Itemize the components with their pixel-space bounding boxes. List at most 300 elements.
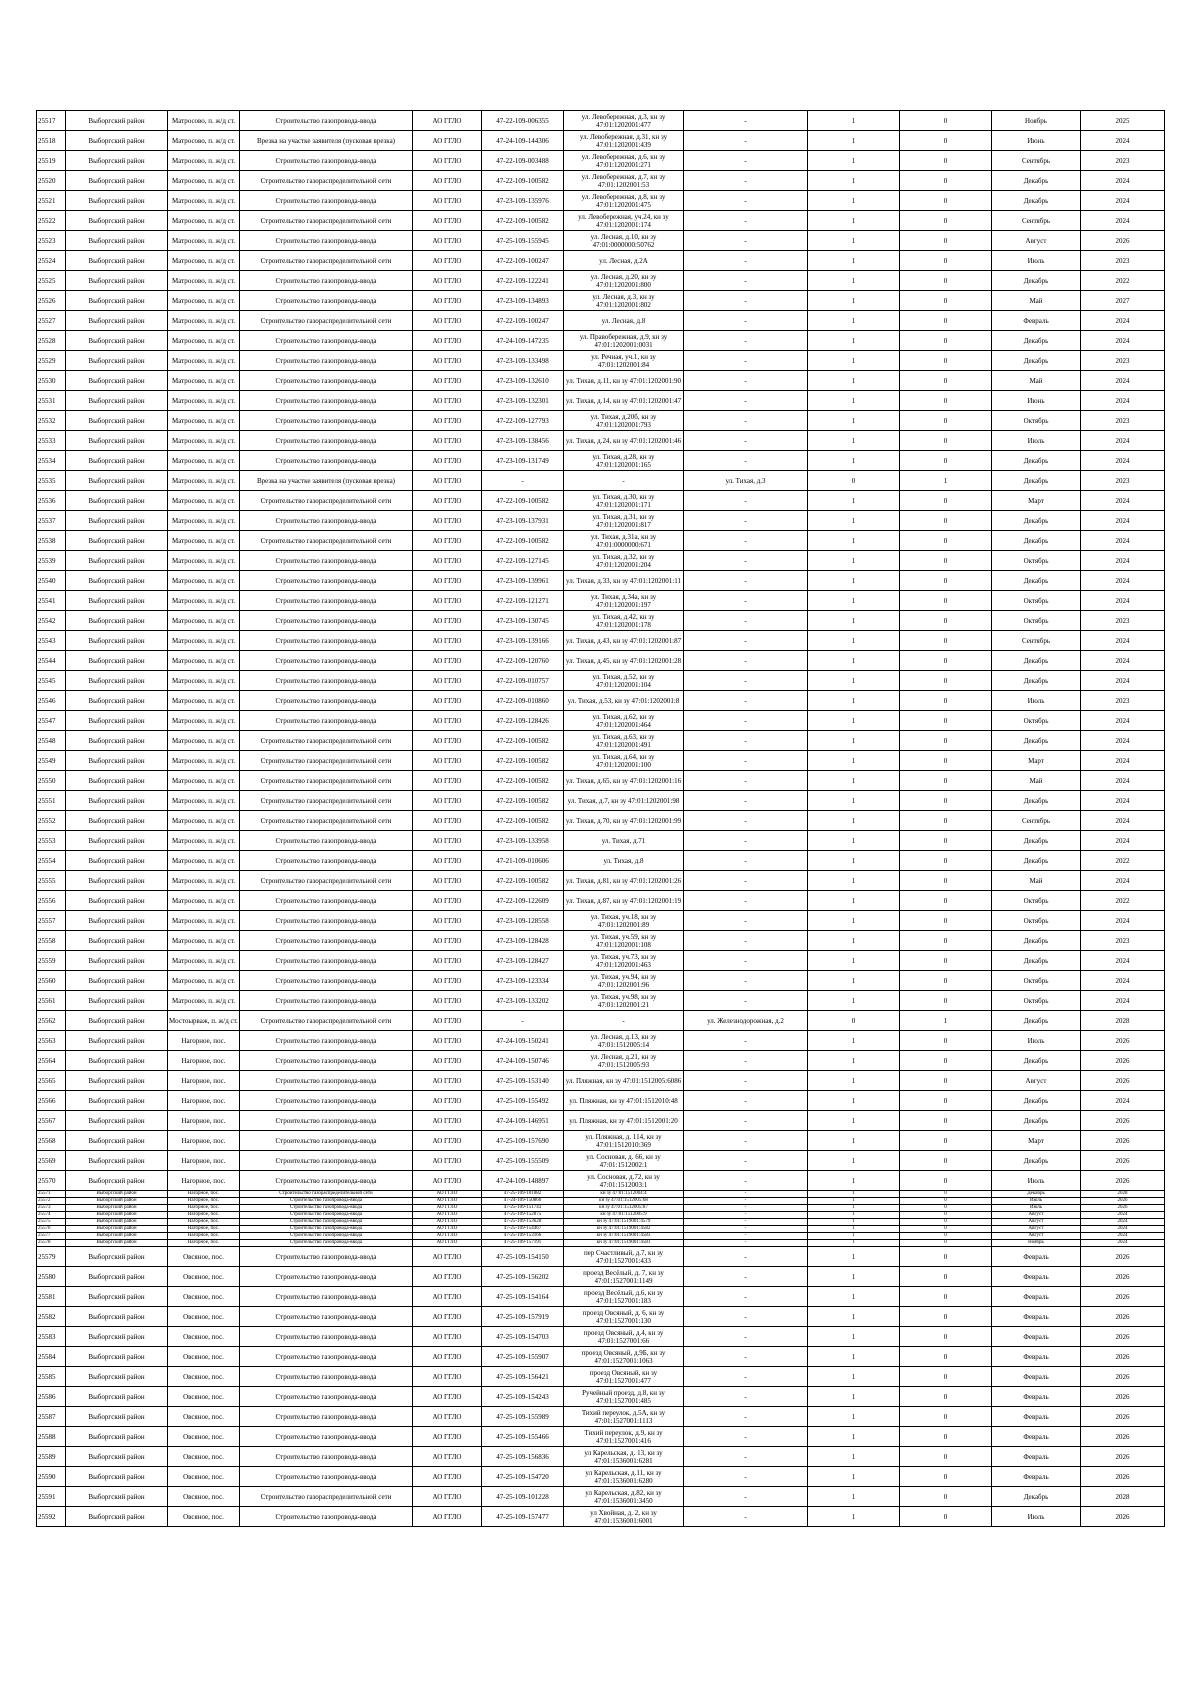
cell-count-b: 0 — [900, 911, 992, 931]
cell-address-cadastral: кн зу 47:01:1512005:68 — [564, 1198, 684, 1205]
cell-address-alt: - — [684, 1267, 808, 1287]
cell-organization: АО ГГЛО — [413, 1212, 482, 1219]
table-row — [37, 351, 1165, 371]
cell-count-b: 0 — [900, 1247, 992, 1267]
cell-settlement: Матросово, п. ж/д ст. — [168, 271, 240, 291]
cell-month: Февраль — [992, 1287, 1081, 1307]
cell-address-cadastral: ул. Тихая, д.87, кн зу 47:01:1202001:19 — [564, 891, 684, 911]
cell-district: Выборгский район — [66, 151, 168, 171]
cell-count-b: 0 — [900, 851, 992, 871]
cell-application-number: 47-24-109-150746 — [482, 1051, 564, 1071]
cell-year: 2027 — [1081, 291, 1165, 311]
cell-work-type: Строительство газопровода-ввода — [240, 1387, 413, 1407]
cell-count-b: 0 — [900, 1198, 992, 1205]
cell-application-number: - — [482, 1011, 564, 1031]
cell-settlement: Матросово, п. ж/д ст. — [168, 291, 240, 311]
cell-application-number: 47-23-109-137931 — [482, 511, 564, 531]
table-row — [37, 1111, 1165, 1131]
cell-work-type: Строительство газопровода-ввода — [240, 1247, 413, 1267]
cell-month: Октябрь — [992, 971, 1081, 991]
cell-organization: АО ГГЛО — [413, 571, 482, 591]
cell-address-cadastral: ул. Лесная, д.13, кн зу 47:01:1512005:14 — [564, 1031, 684, 1051]
cell-month: Июль — [992, 1507, 1081, 1527]
cell-application-number: 47-23-109-133202 — [482, 991, 564, 1011]
cell-row-number: 25519 — [37, 151, 66, 171]
cell-row-number: 25572 — [37, 1198, 66, 1205]
cell-count-b: 0 — [900, 131, 992, 151]
cell-year: 2023 — [1081, 151, 1165, 171]
cell-address-alt: - — [684, 231, 808, 251]
cell-organization: АО ГГЛО — [413, 1131, 482, 1151]
table-row — [37, 191, 1165, 211]
cell-organization: АО ГГЛО — [413, 511, 482, 531]
cell-district: Выборгский район — [66, 811, 168, 831]
cell-count-a: 1 — [808, 1347, 900, 1367]
cell-row-number: 25530 — [37, 371, 66, 391]
cell-address-cadastral: кн зу 47:01:1519001:4581 — [564, 1240, 684, 1247]
cell-application-number: 47-22-109-128426 — [482, 711, 564, 731]
cell-work-type: Строительство газопровода-ввода — [240, 1287, 413, 1307]
cell-row-number: 25527 — [37, 311, 66, 331]
cell-month: Июль — [992, 431, 1081, 451]
cell-count-b: 0 — [900, 1327, 992, 1347]
cell-row-number: 25541 — [37, 591, 66, 611]
cell-work-type: Строительство газопровода-ввода — [240, 971, 413, 991]
cell-application-number: 47-23-109-130745 — [482, 611, 564, 631]
table-row — [37, 1219, 1165, 1226]
cell-application-number: 47-25-109-156421 — [482, 1367, 564, 1387]
cell-organization: АО ГГЛО — [413, 691, 482, 711]
cell-address-alt: - — [684, 731, 808, 751]
cell-row-number: 25526 — [37, 291, 66, 311]
cell-year: 2026 — [1081, 231, 1165, 251]
cell-address-alt: - — [684, 911, 808, 931]
cell-row-number: 25548 — [37, 731, 66, 751]
cell-row-number: 25518 — [37, 131, 66, 151]
cell-organization: АО ГГЛО — [413, 1487, 482, 1507]
cell-district: Выборгский район — [66, 531, 168, 551]
cell-address-cadastral: Ручейный проезд, д.8, кн зу 47:01:1527001:485 — [564, 1387, 684, 1407]
cell-work-type: Строительство газопровода-ввода — [240, 571, 413, 591]
cell-district: Выборгский район — [66, 1031, 168, 1051]
cell-application-number: 47-25-109-155509 — [482, 1151, 564, 1171]
cell-row-number: 25543 — [37, 631, 66, 651]
cell-organization: АО ГГЛО — [413, 591, 482, 611]
cell-work-type: Строительство газопровода-ввода — [240, 1212, 413, 1219]
cell-address-alt: - — [684, 1151, 808, 1171]
cell-month: Декабрь — [992, 511, 1081, 531]
cell-count-a: 1 — [808, 111, 900, 131]
cell-address-alt: - — [684, 1467, 808, 1487]
cell-row-number: 25549 — [37, 751, 66, 771]
cell-month: Декабрь — [992, 951, 1081, 971]
cell-year: 2024 — [1081, 831, 1165, 851]
cell-application-number: 47-25-109-155989 — [482, 1407, 564, 1427]
cell-address-alt: - — [684, 291, 808, 311]
cell-address-cadastral: ул. Левобережная, д.6, кн зу 47:01:1202001:271 — [564, 151, 684, 171]
cell-work-type: Врезка на участке заявителя (пусковая врезка) — [240, 471, 413, 491]
cell-address-alt: - — [684, 951, 808, 971]
table-row — [37, 691, 1165, 711]
cell-work-type: Строительство газопровода-ввода — [240, 1507, 413, 1527]
cell-address-alt: - — [684, 871, 808, 891]
cell-address-cadastral: - — [564, 471, 684, 491]
cell-settlement: Овсяное, пос. — [168, 1327, 240, 1347]
cell-count-b: 0 — [900, 951, 992, 971]
cell-application-number: 47-23-109-139166 — [482, 631, 564, 651]
cell-work-type: Строительство газопровода-ввода — [240, 351, 413, 371]
cell-district: Выборгский район — [66, 1212, 168, 1219]
table-row — [37, 1307, 1165, 1327]
cell-month: Февраль — [992, 1327, 1081, 1347]
cell-application-number: 47-22-109-100582 — [482, 211, 564, 231]
cell-work-type: Строительство газопровода-ввода — [240, 1240, 413, 1247]
cell-address-cadastral: кн зу 47:01:1519001:4583 — [564, 1233, 684, 1240]
cell-address-cadastral: проезд Овсяный, д.4, кн зу 47:01:1527001:66 — [564, 1327, 684, 1347]
cell-address-cadastral: ул. Тихая, д.31, кн зу 47:01:1202001:817 — [564, 511, 684, 531]
table-row — [37, 571, 1165, 591]
cell-organization: АО ГГЛО — [413, 211, 482, 231]
cell-row-number: 25540 — [37, 571, 66, 591]
cell-work-type: Строительство газораспределительной сети — [240, 751, 413, 771]
cell-address-cadastral: проезд Овсяный, д. 6, кн зу 47:01:1527001:130 — [564, 1307, 684, 1327]
cell-settlement: Матросово, п. ж/д ст. — [168, 691, 240, 711]
cell-year: 2026 — [1081, 1507, 1165, 1527]
cell-district: Выборгский район — [66, 1111, 168, 1131]
cell-count-b: 1 — [900, 471, 992, 491]
cell-row-number: 25550 — [37, 771, 66, 791]
cell-address-cadastral: ул. Правобережная, д.9, кн зу 47:01:1202001:0031 — [564, 331, 684, 351]
cell-district: Выборгский район — [66, 1467, 168, 1487]
cell-district: Выборгский район — [66, 551, 168, 571]
cell-month: Март — [992, 491, 1081, 511]
cell-settlement: Нагорное, пос. — [168, 1051, 240, 1071]
cell-address-cadastral: ул. Лесная, д.20, кн зу 47:01:1202001:800 — [564, 271, 684, 291]
cell-address-cadastral: ул. Тихая, уч.94, кн зу 47:01:1202001:96 — [564, 971, 684, 991]
cell-row-number: 25547 — [37, 711, 66, 731]
cell-address-cadastral: проезд Овсяный, кн зу 47:01:1527001:477 — [564, 1367, 684, 1387]
cell-year: 2026 — [1081, 1151, 1165, 1171]
cell-application-number: 47-23-109-123334 — [482, 971, 564, 991]
cell-count-b: 0 — [900, 1233, 992, 1240]
cell-address-cadastral: ул. Тихая, д.63, кн зу 47:01:1202001:491 — [564, 731, 684, 751]
cell-work-type: Строительство газопровода-ввода — [240, 851, 413, 871]
table-row — [37, 1151, 1165, 1171]
cell-year: 2026 — [1081, 1031, 1165, 1051]
cell-count-b: 0 — [900, 291, 992, 311]
cell-year: 2024 — [1081, 751, 1165, 771]
cell-row-number: 25578 — [37, 1240, 66, 1247]
cell-address-cadastral: ул. Тихая, д.71 — [564, 831, 684, 851]
cell-row-number: 25571 — [37, 1191, 66, 1198]
cell-year: 2024 — [1081, 971, 1165, 991]
cell-district: Выборгский район — [66, 1205, 168, 1212]
cell-work-type: Строительство газораспределительной сети — [240, 791, 413, 811]
table-row — [37, 391, 1165, 411]
cell-count-b: 0 — [900, 1367, 992, 1387]
cell-organization: АО ГГЛО — [413, 771, 482, 791]
cell-month: Сентябрь — [992, 811, 1081, 831]
cell-work-type: Строительство газопровода-ввода — [240, 1367, 413, 1387]
cell-count-a: 1 — [808, 891, 900, 911]
cell-settlement: Нагорное, пос. — [168, 1171, 240, 1191]
cell-organization: АО ГГЛО — [413, 971, 482, 991]
cell-organization: АО ГГЛО — [413, 1011, 482, 1031]
cell-application-number: 47-22-109-010757 — [482, 671, 564, 691]
cell-organization: АО ГГЛО — [413, 131, 482, 151]
cell-address-alt: - — [684, 411, 808, 431]
cell-organization: АО ГГЛО — [413, 1051, 482, 1071]
cell-address-alt: - — [684, 1051, 808, 1071]
cell-address-cadastral: ул. Тихая, д.33, кн зу 47:01:1202001:11 — [564, 571, 684, 591]
table-row — [37, 1011, 1165, 1031]
cell-count-a: 1 — [808, 531, 900, 551]
table-row — [37, 1226, 1165, 1233]
cell-application-number: 47-22-109-006355 — [482, 111, 564, 131]
cell-row-number: 25585 — [37, 1367, 66, 1387]
cell-row-number: 25559 — [37, 951, 66, 971]
cell-application-number: 47-22-109-100247 — [482, 251, 564, 271]
cell-application-number: 47-23-109-132301 — [482, 391, 564, 411]
cell-address-alt: - — [684, 151, 808, 171]
cell-address-alt: - — [684, 931, 808, 951]
cell-year: 2028 — [1081, 1011, 1165, 1031]
cell-month: Октябрь — [992, 591, 1081, 611]
cell-count-a: 1 — [808, 1427, 900, 1447]
cell-month: Февраль — [992, 1447, 1081, 1467]
cell-address-cadastral: ул. Пляжная, д. 114, кн зу 47:01:1512010:369 — [564, 1131, 684, 1151]
cell-address-cadastral: ул. Левобережная, д.31, кн зу 47:01:1202001:439 — [564, 131, 684, 151]
cell-address-alt: - — [684, 691, 808, 711]
cell-settlement: Матросово, п. ж/д ст. — [168, 411, 240, 431]
cell-settlement: Овсяное, пос. — [168, 1367, 240, 1387]
cell-organization: АО ГГЛО — [413, 631, 482, 651]
cell-settlement: Нагорное, пос. — [168, 1111, 240, 1131]
cell-organization: АО ГГЛО — [413, 1407, 482, 1427]
cell-work-type: Строительство газопровода-ввода — [240, 611, 413, 631]
table-row — [37, 1131, 1165, 1151]
cell-district: Выборгский район — [66, 311, 168, 331]
cell-address-cadastral: ул. Тихая, д.34а, кн зу 47:01:1202001:197 — [564, 591, 684, 611]
cell-district: Выборгский район — [66, 1447, 168, 1467]
cell-count-a: 1 — [808, 311, 900, 331]
cell-organization: АО ГГЛО — [413, 671, 482, 691]
cell-work-type: Строительство газораспределительной сети — [240, 531, 413, 551]
table-row — [37, 1487, 1165, 1507]
table-row — [37, 231, 1165, 251]
cell-settlement: Матросово, п. ж/д ст. — [168, 971, 240, 991]
cell-address-cadastral: ул. Речная, уч.1, кн зу 47:01:1202001:84 — [564, 351, 684, 371]
cell-work-type: Строительство газопровода-ввода — [240, 451, 413, 471]
cell-count-b: 0 — [900, 1226, 992, 1233]
cell-work-type: Строительство газораспределительной сети — [240, 171, 413, 191]
cell-year: 2026 — [1081, 1205, 1165, 1212]
table-row — [37, 911, 1165, 931]
cell-application-number: 47-22-109-127793 — [482, 411, 564, 431]
cell-work-type: Строительство газораспределительной сети — [240, 871, 413, 891]
cell-count-a: 1 — [808, 1447, 900, 1467]
cell-settlement: Овсяное, пос. — [168, 1487, 240, 1507]
cell-month: Июль — [992, 1031, 1081, 1051]
cell-row-number: 25560 — [37, 971, 66, 991]
cell-count-b: 0 — [900, 311, 992, 331]
cell-settlement: Нагорное, пос. — [168, 1212, 240, 1219]
cell-row-number: 25574 — [37, 1212, 66, 1219]
cell-organization: АО ГГЛО — [413, 1507, 482, 1527]
cell-settlement: Матросово, п. ж/д ст. — [168, 991, 240, 1011]
cell-row-number: 25562 — [37, 1011, 66, 1031]
cell-month: Февраль — [992, 1347, 1081, 1367]
cell-month: Июль — [992, 1198, 1081, 1205]
cell-organization: АО ГГЛО — [413, 791, 482, 811]
cell-application-number: 47-22-109-100582 — [482, 811, 564, 831]
cell-application-number: 47-22-109-003488 — [482, 151, 564, 171]
cell-settlement: Матросово, п. ж/д ст. — [168, 531, 240, 551]
cell-district: Выборгский район — [66, 1091, 168, 1111]
cell-address-cadastral: ул. Тихая, д.65, кн зу 47:01:1202001:16 — [564, 771, 684, 791]
cell-settlement: Матросово, п. ж/д ст. — [168, 391, 240, 411]
cell-district: Выборгский район — [66, 1051, 168, 1071]
cell-count-b: 0 — [900, 991, 992, 1011]
cell-settlement: Матросово, п. ж/д ст. — [168, 211, 240, 231]
cell-application-number: 47-25-109-157919 — [482, 1307, 564, 1327]
cell-organization: АО ГГЛО — [413, 891, 482, 911]
cell-year: 2024 — [1081, 431, 1165, 451]
cell-work-type: Строительство газопровода-ввода — [240, 1205, 413, 1212]
cell-address-cadastral: ул. Тихая, д.28, кн зу 47:01:1202001:165 — [564, 451, 684, 471]
cell-address-cadastral: ул. Тихая, д.14, кн зу 47:01:1202001:47 — [564, 391, 684, 411]
cell-count-a: 0 — [808, 471, 900, 491]
table-row — [37, 931, 1165, 951]
cell-settlement: Матросово, п. ж/д ст. — [168, 731, 240, 751]
cell-count-a: 1 — [808, 951, 900, 971]
cell-settlement: Матросово, п. ж/д ст. — [168, 231, 240, 251]
cell-address-cadastral: ул. Тихая, уч.59, кн зу 47:01:1202001:108 — [564, 931, 684, 951]
cell-district: Выборгский район — [66, 1307, 168, 1327]
cell-organization: АО ГГЛО — [413, 391, 482, 411]
cell-count-a: 1 — [808, 631, 900, 651]
cell-count-a: 1 — [808, 811, 900, 831]
cell-settlement: Матросово, п. ж/д ст. — [168, 451, 240, 471]
table-row — [37, 1287, 1165, 1307]
cell-year: 2026 — [1081, 1347, 1165, 1367]
cell-settlement: Матросово, п. ж/д ст. — [168, 111, 240, 131]
cell-address-alt: - — [684, 591, 808, 611]
cell-organization: АО ГГЛО — [413, 1091, 482, 1111]
cell-count-a: 1 — [808, 751, 900, 771]
cell-count-a: 1 — [808, 1051, 900, 1071]
cell-settlement: Овсяное, пос. — [168, 1247, 240, 1267]
cell-count-b: 0 — [900, 591, 992, 611]
cell-row-number: 25525 — [37, 271, 66, 291]
cell-count-b: 0 — [900, 351, 992, 371]
cell-settlement: Нагорное, пос. — [168, 1233, 240, 1240]
cell-row-number: 25529 — [37, 351, 66, 371]
table-row — [37, 1507, 1165, 1527]
cell-work-type: Строительство газопровода-ввода — [240, 891, 413, 911]
cell-row-number: 25558 — [37, 931, 66, 951]
cell-count-a: 1 — [808, 191, 900, 211]
cell-organization: АО ГГЛО — [413, 151, 482, 171]
cell-organization: АО ГГЛО — [413, 1267, 482, 1287]
cell-district: Выборгский район — [66, 491, 168, 511]
cell-organization: АО ГГЛО — [413, 1219, 482, 1226]
cell-application-number: 47-25-109-154150 — [482, 1247, 564, 1267]
cell-application-number: 47-24-109-150241 — [482, 1031, 564, 1051]
cell-row-number: 25522 — [37, 211, 66, 231]
cell-district: Выборгский район — [66, 131, 168, 151]
cell-organization: АО ГГЛО — [413, 1287, 482, 1307]
cell-year: 2023 — [1081, 691, 1165, 711]
cell-application-number: 47-23-109-133958 — [482, 831, 564, 851]
cell-work-type: Строительство газопровода-ввода — [240, 1427, 413, 1447]
cell-year: 2024 — [1081, 451, 1165, 471]
table-row — [37, 771, 1165, 791]
table-row — [37, 111, 1165, 131]
cell-district: Выборгский район — [66, 711, 168, 731]
cell-year: 2024 — [1081, 671, 1165, 691]
cell-row-number: 25579 — [37, 1247, 66, 1267]
cell-organization: АО ГГЛО — [413, 951, 482, 971]
cell-year: 2024 — [1081, 771, 1165, 791]
cell-organization: АО ГГЛО — [413, 1151, 482, 1171]
cell-row-number: 25591 — [37, 1487, 66, 1507]
cell-work-type: Строительство газопровода-ввода — [240, 331, 413, 351]
cell-row-number: 25565 — [37, 1071, 66, 1091]
cell-row-number: 25569 — [37, 1151, 66, 1171]
cell-row-number: 25551 — [37, 791, 66, 811]
cell-district: Выборгский район — [66, 1287, 168, 1307]
cell-count-b: 0 — [900, 1387, 992, 1407]
table-row — [37, 1367, 1165, 1387]
cell-address-cadastral: ул. Тихая, д.64, кн зу 47:01:1202001:100 — [564, 751, 684, 771]
table-row — [37, 1233, 1165, 1240]
cell-row-number: 25576 — [37, 1226, 66, 1233]
cell-address-alt: - — [684, 811, 808, 831]
cell-settlement: Матросово, п. ж/д ст. — [168, 251, 240, 271]
cell-month: Декабрь — [992, 451, 1081, 471]
table-row — [37, 791, 1165, 811]
cell-address-cadastral: ул. Тихая, д.24, кн зу 47:01:1202001:46 — [564, 431, 684, 451]
cell-address-alt: - — [684, 451, 808, 471]
cell-district: Выборгский район — [66, 771, 168, 791]
cell-address-cadastral: ул. Пляжная, кн зу 47:01:1512010:48 — [564, 1091, 684, 1111]
cell-count-a: 1 — [808, 291, 900, 311]
table-row — [37, 1031, 1165, 1051]
cell-work-type: Строительство газопровода-ввода — [240, 1111, 413, 1131]
cell-work-type: Строительство газопровода-ввода — [240, 271, 413, 291]
cell-year: 2023 — [1081, 251, 1165, 271]
cell-work-type: Строительство газопровода-ввода — [240, 1467, 413, 1487]
cell-application-number: 47-22-109-100582 — [482, 171, 564, 191]
cell-address-alt: - — [684, 1171, 808, 1191]
cell-count-b: 0 — [900, 391, 992, 411]
cell-count-b: 0 — [900, 751, 992, 771]
cell-address-alt: - — [684, 531, 808, 551]
cell-month: Февраль — [992, 1307, 1081, 1327]
cell-year: 2026 — [1081, 1111, 1165, 1131]
cell-year: 2022 — [1081, 851, 1165, 871]
cell-year: 2026 — [1081, 1387, 1165, 1407]
cell-count-b: 0 — [900, 731, 992, 751]
cell-address-alt: - — [684, 371, 808, 391]
cell-count-b: 0 — [900, 211, 992, 231]
cell-application-number: 47-22-109-100582 — [482, 871, 564, 891]
cell-address-alt: - — [684, 211, 808, 231]
table-row — [37, 651, 1165, 671]
cell-application-number: 47-22-109-100582 — [482, 531, 564, 551]
cell-district: Выборгский район — [66, 891, 168, 911]
